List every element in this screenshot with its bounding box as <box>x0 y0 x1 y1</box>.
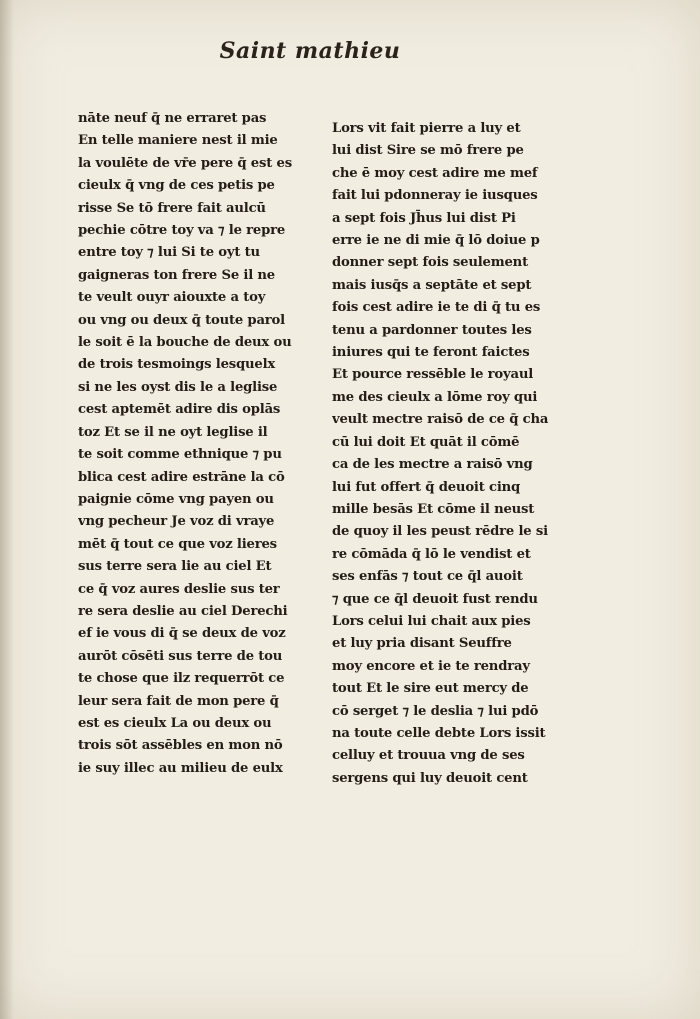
gutter-shadow <box>0 0 14 1019</box>
left-text-column <box>78 108 300 780</box>
text-line: cū lui doit Et quāt il cōmē <box>332 434 520 450</box>
text-line: celluy et trouua vng de ses <box>332 748 525 764</box>
text-line: iniures qui te feront faictes <box>332 345 530 361</box>
text-line: ca de les mectre a raisō vng <box>332 457 533 473</box>
text-line: re cōmāda q̄ lō le vendist et <box>332 546 531 562</box>
text-line: te veult ouyr aiouxte a toy <box>78 290 266 306</box>
text-line: moy encore et ie te rendray <box>332 658 530 674</box>
text-line: est es cieulx La ou deux ou <box>78 715 272 731</box>
right-text-column <box>332 118 554 790</box>
text-line: Et pource ressēble le royaul <box>332 367 534 383</box>
text-line: leur sera fait de mon pere q̄ <box>78 693 279 709</box>
text-line: lui dist Sire se mō frere pe <box>332 143 524 159</box>
text-line: na toute celle debte Lors issit <box>332 725 546 741</box>
text-line: trois sōt assēbles en mon nō <box>78 738 283 754</box>
text-line: me des cieulx a lōme roy qui <box>332 389 538 405</box>
text-line: En telle maniere nest il mie <box>78 133 278 149</box>
text-line: sergens qui luy deuoit cent <box>332 770 528 786</box>
text-line: mēt q̄ tout ce que voz lieres <box>78 536 277 552</box>
text-line: nāte neuf q̄ ne erraret pas <box>78 111 267 126</box>
text-line: veult mectre raisō de ce q̄ cha <box>332 412 549 428</box>
text-line: paignie cōme vng payen ou <box>78 491 274 507</box>
text-line: cō serget ⁊ le deslia ⁊ lui pdō <box>332 703 539 719</box>
text-line: a sept fois Jh̄us lui dist Pi <box>332 210 516 226</box>
text-line: gaigneras ton frere Se il ne <box>78 267 275 283</box>
text-line: pechie cōtre toy va ⁊ le repre <box>78 223 286 239</box>
text-line: de quoy il les peust rēdre le si <box>332 524 548 540</box>
text-line: de trois tesmoings lesquelx <box>78 357 276 373</box>
text-line: te soit comme ethnique ⁊ pu <box>78 447 282 463</box>
text-line: ou vng ou deux q̄ toute parol <box>78 312 285 328</box>
text-line: fait lui pdonneray ie iusques <box>332 188 538 204</box>
text-line: cieulx q̄ vng de ces petis pe <box>78 178 275 194</box>
text-line: re sera deslie au ciel Derechi <box>78 603 288 619</box>
text-line: sus terre sera lie au ciel Et <box>78 559 272 575</box>
text-line: ses enfās ⁊ tout ce q̄l auoit <box>332 569 523 585</box>
text-line: ⁊ que ce q̄l deuoit fust rendu <box>332 591 538 607</box>
text-line: ce q̄ voz aures deslie sus ter <box>78 581 280 597</box>
text-line: mais iusq̄s a septāte et sept <box>332 277 532 293</box>
text-line: et luy pria disant Seuffre <box>332 636 512 652</box>
text-line: risse Se tō frere fait aulcū <box>78 200 266 216</box>
text-line: toz Et se il ne oyt leglise il <box>78 424 268 440</box>
text-line: Lors vit fait pierre a luy et <box>332 121 521 136</box>
text-line: ef ie vous di q̄ se deux de voz <box>78 626 286 642</box>
text-line: Lors celui lui chait aux pies <box>332 613 531 629</box>
text-line: ie suy illec au milieu de eulx <box>78 760 283 776</box>
text-line: donner sept fois seulement <box>332 255 528 271</box>
text-line: aurōt cōsēti sus terre de tou <box>78 648 283 664</box>
text-line: te chose que ilz requerrōt ce <box>78 671 285 687</box>
text-line: la voulēte de vr̄e pere q̄ est es <box>78 155 292 171</box>
text-line: lui fut offert q̄ deuoit cinq <box>332 479 521 495</box>
text-line: mille besās Et cōme il neust <box>332 501 535 517</box>
text-line: fois cest adire ie te di q̄ tu es <box>332 300 541 316</box>
text-line: cest aptemēt adire dis oplās <box>78 402 281 418</box>
text-line: tout Et le sire eut mercy de <box>332 681 529 697</box>
text-line: erre ie ne di mie q̄ lō doiue p <box>332 233 540 249</box>
text-line: blica cest adire estrāne la cō <box>78 469 285 485</box>
text-line: tenu a pardonner toutes les <box>332 322 532 338</box>
text-line: entre toy ⁊ lui Si te oyt tu <box>78 245 260 261</box>
text-line: le soit ē la bouche de deux ou <box>78 335 292 351</box>
text-line: si ne les oyst dis le a leglise <box>78 379 278 395</box>
text-line: vng pecheur Je voz di vraye <box>78 514 275 530</box>
running-head: Saint mathieu <box>219 38 401 64</box>
text-line: che ē moy cest adire me mef <box>332 165 538 181</box>
